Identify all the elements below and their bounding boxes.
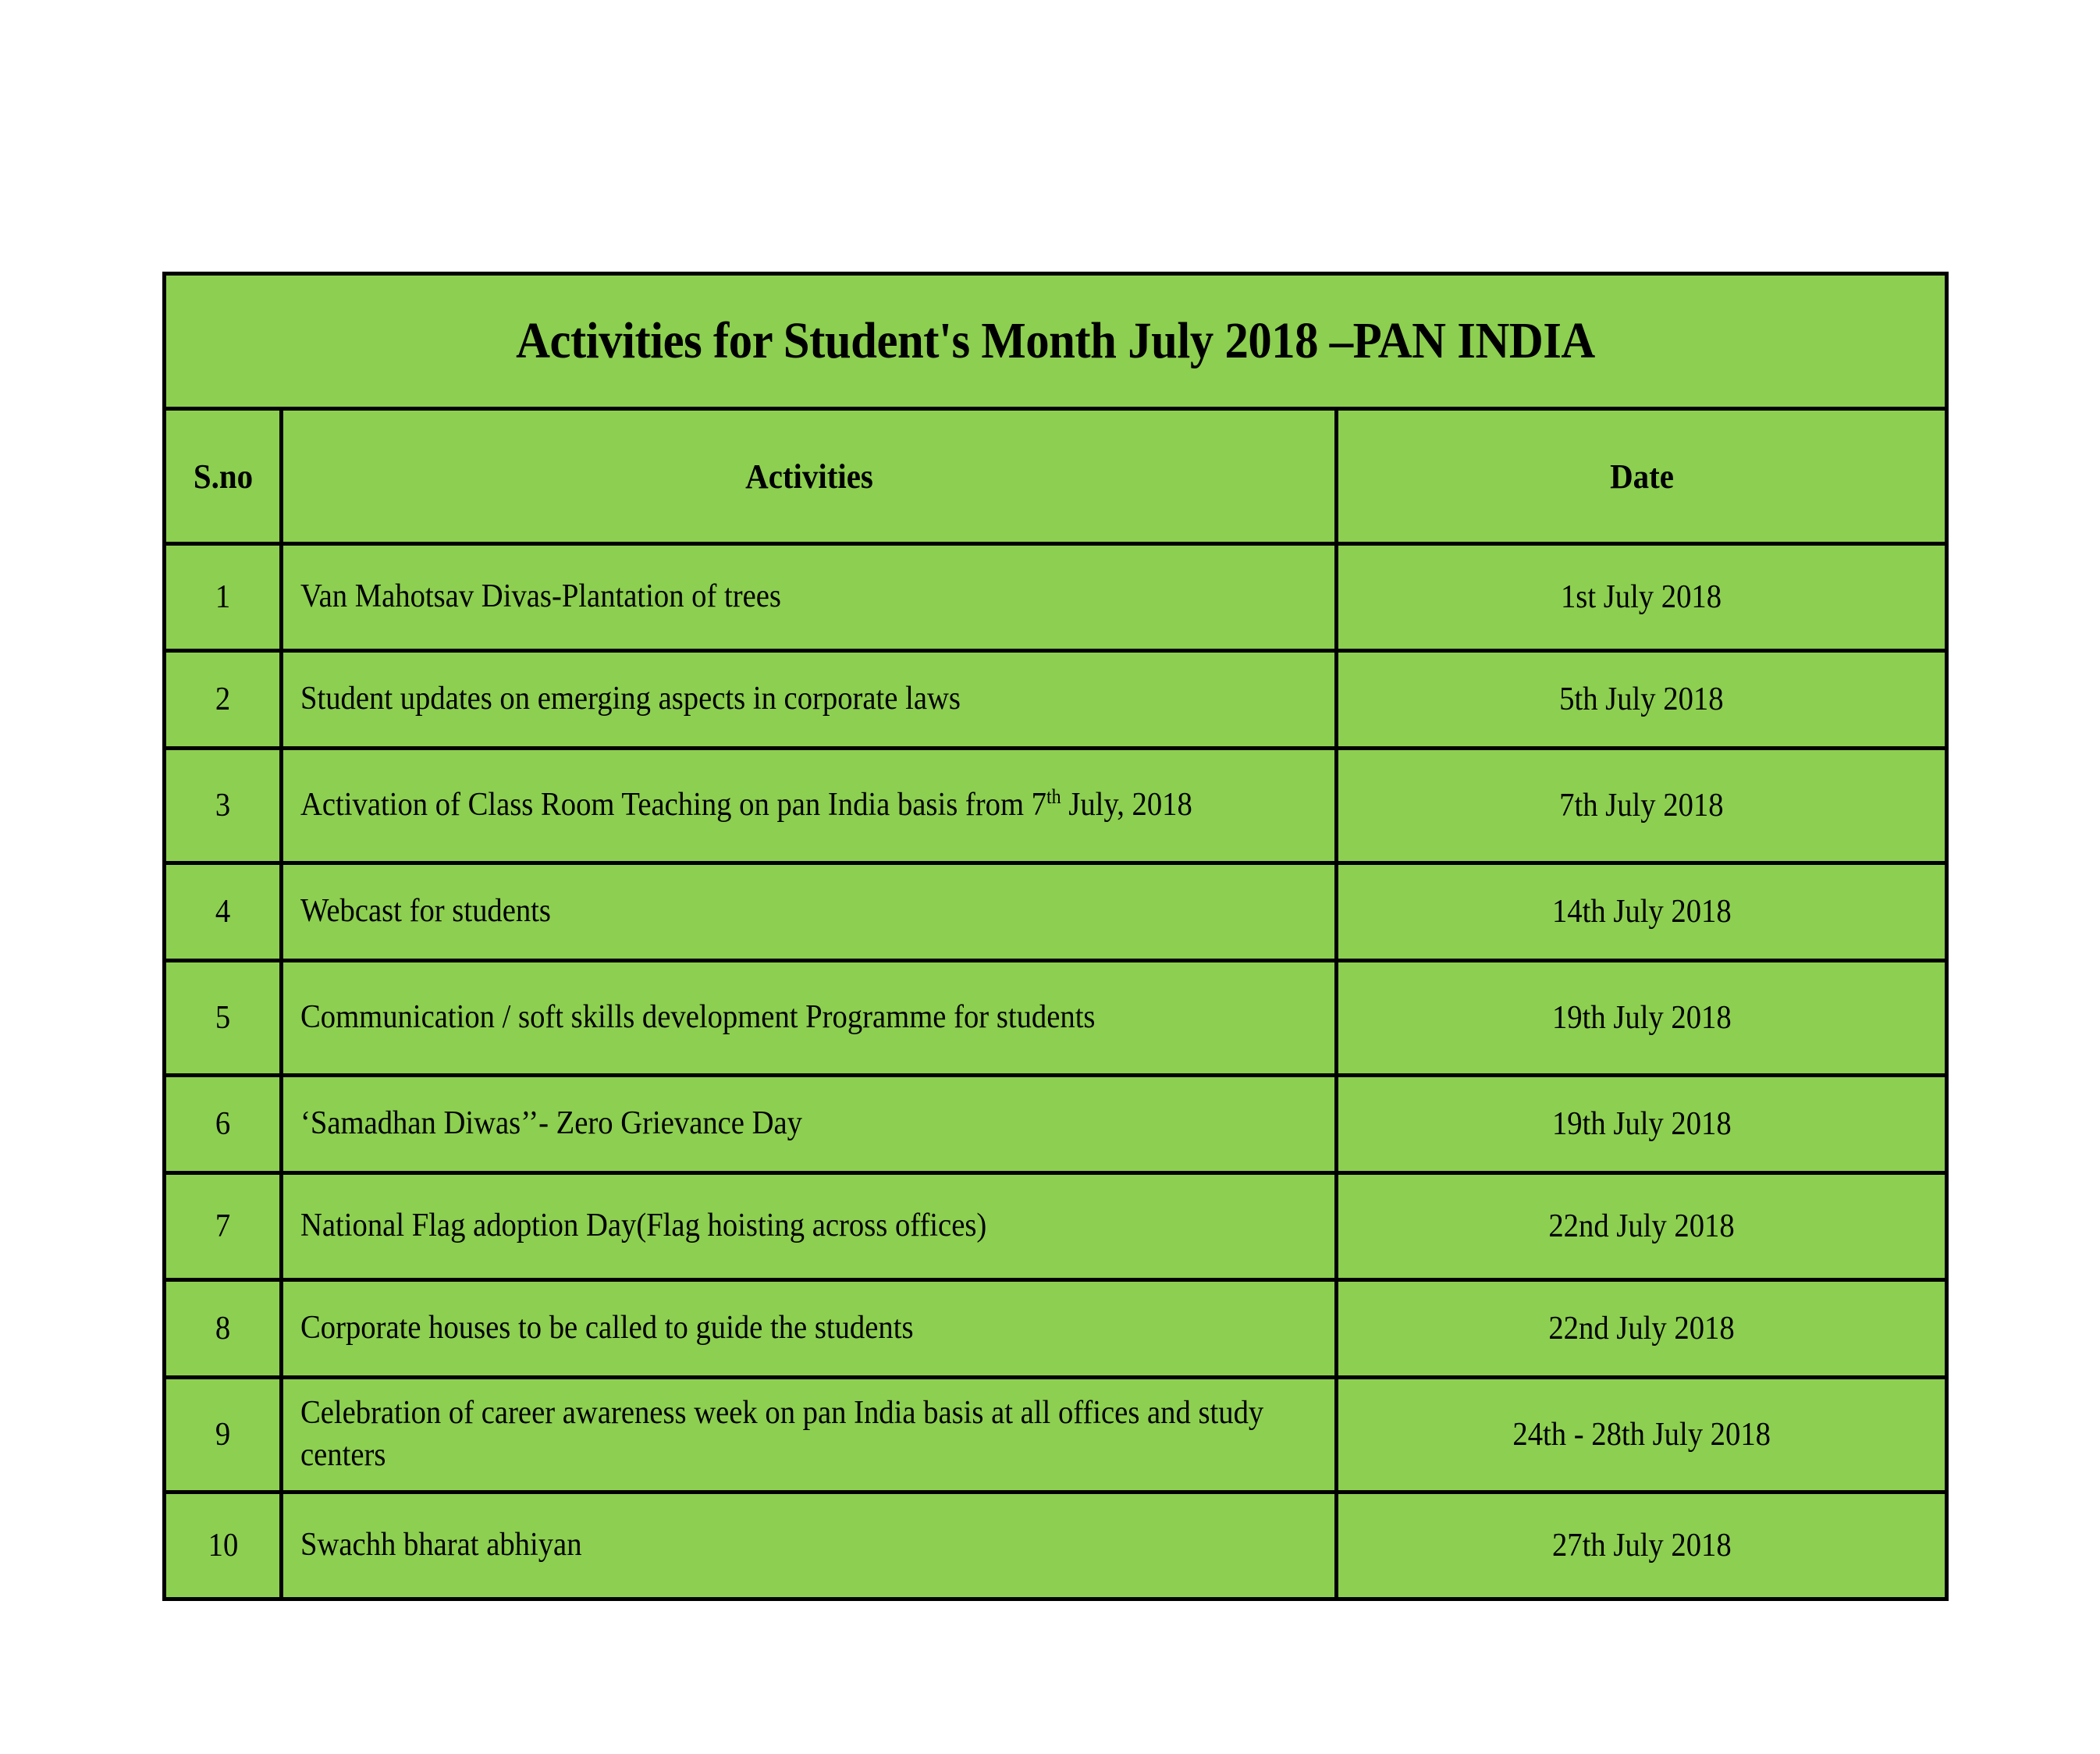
row-date-cell (1337, 544, 1947, 651)
page-title: Activities for Student's Month July 2018 –PAN INDIA (516, 311, 1595, 369)
row-date-value: 14th July 2018 (1551, 894, 1732, 930)
row-activity-value: Webcast for students (300, 893, 551, 930)
row-activity-value: Celebration of career awareness week on pan India basis at all offices and study centers (300, 1395, 1264, 1473)
row-activity-cell (282, 1378, 1337, 1493)
table-row (165, 1378, 1947, 1493)
row-activity-cell (282, 863, 1337, 961)
row-sno-value: 2 (215, 681, 231, 717)
row-date-cell (1337, 961, 1947, 1076)
row-sno-value: 8 (215, 1311, 231, 1347)
row-sno-cell (165, 1173, 282, 1280)
row-activity-value: Communication / soft skills development Programme for students (300, 999, 1096, 1036)
row-sno-cell (165, 749, 282, 863)
row-date-value: 7th July 2018 (1559, 788, 1724, 824)
row-activity-cell (282, 961, 1337, 1076)
row-sno-value: 3 (215, 788, 231, 824)
row-sno-value: 9 (215, 1417, 231, 1453)
row-activity-cell (282, 1173, 1337, 1280)
row-activity-value (300, 784, 1320, 827)
row-date-value: 22nd July 2018 (1548, 1311, 1735, 1347)
row-sno-cell (165, 1076, 282, 1173)
activities-table-container (162, 272, 1945, 1601)
row-sno-cell (165, 961, 282, 1076)
row-date-cell (1337, 863, 1947, 961)
row-date-cell (1337, 1173, 1947, 1280)
row-sno-cell (165, 863, 282, 961)
row-date-cell (1337, 1076, 1947, 1173)
row-date-cell (1337, 1378, 1947, 1493)
table-row (165, 749, 1947, 863)
table-title-cell (165, 274, 1947, 409)
row-activity-cell (282, 749, 1337, 863)
row-sno-value: 4 (215, 894, 231, 930)
row-sno-cell (165, 1280, 282, 1378)
row-date-value: 27th July 2018 (1551, 1528, 1732, 1564)
row-activity-main: Activation of Class Room Teaching on pan India basis from 7 (300, 787, 1046, 824)
row-activity-cell (282, 544, 1337, 651)
column-header-date-label: Date (1609, 457, 1674, 496)
row-activity-value: National Flag adoption Day(Flag hoisting across offices) (300, 1208, 987, 1244)
row-activity-cell (282, 1076, 1337, 1173)
table-row (165, 651, 1947, 749)
row-sno-cell (165, 1493, 282, 1599)
table-title-row (165, 274, 1947, 409)
row-date-value: 24th - 28th July 2018 (1512, 1417, 1771, 1453)
row-sno-cell (165, 651, 282, 749)
activities-table (162, 272, 1949, 1601)
row-sno-value: 10 (208, 1528, 238, 1564)
row-date-value: 22nd July 2018 (1548, 1208, 1735, 1244)
table-row (165, 961, 1947, 1076)
column-header-activities-label: Activities (744, 457, 873, 496)
row-date-cell (1337, 1280, 1947, 1378)
row-sno-cell (165, 1378, 282, 1493)
column-header-activities (282, 409, 1337, 544)
row-sno-cell (165, 544, 282, 651)
row-date-value: 5th July 2018 (1559, 681, 1724, 717)
row-date-value: 19th July 2018 (1551, 1000, 1732, 1036)
column-header-date (1337, 409, 1947, 544)
table-row (165, 863, 1947, 961)
table-header-row (165, 409, 1947, 544)
column-header-sno-label: S.no (193, 457, 253, 496)
row-activity-value: Van Mahotsav Divas-Plantation of trees (300, 578, 781, 615)
table-row (165, 1493, 1947, 1599)
table-row (165, 1173, 1947, 1280)
row-activity-cell (282, 1280, 1337, 1378)
row-activity-value: Student updates on emerging aspects in corporate laws (300, 681, 961, 717)
row-activity-value: ‘Samadhan Diwas’’- Zero Grievance Day (300, 1105, 802, 1142)
row-sno-value: 5 (215, 1000, 231, 1036)
column-header-sno (165, 409, 282, 544)
row-activity-value: Swachh bharat abhiyan (300, 1527, 582, 1564)
table-row (165, 1280, 1947, 1378)
row-activity-superscript: th (1046, 785, 1061, 809)
row-date-cell (1337, 651, 1947, 749)
row-date-cell (1337, 749, 1947, 863)
row-sno-value: 7 (215, 1208, 231, 1244)
row-date-value: 1st July 2018 (1561, 579, 1722, 615)
row-date-cell (1337, 1493, 1947, 1599)
row-date-value: 19th July 2018 (1551, 1106, 1732, 1142)
row-activity-cell (282, 1493, 1337, 1599)
row-activity-cell (282, 651, 1337, 749)
table-row (165, 1076, 1947, 1173)
row-activity-value: Corporate houses to be called to guide the students (300, 1310, 914, 1347)
row-sno-value: 1 (215, 579, 231, 615)
table-row (165, 544, 1947, 651)
row-sno-value: 6 (215, 1106, 231, 1142)
row-activity-tail: July, 2018 (1061, 787, 1192, 824)
